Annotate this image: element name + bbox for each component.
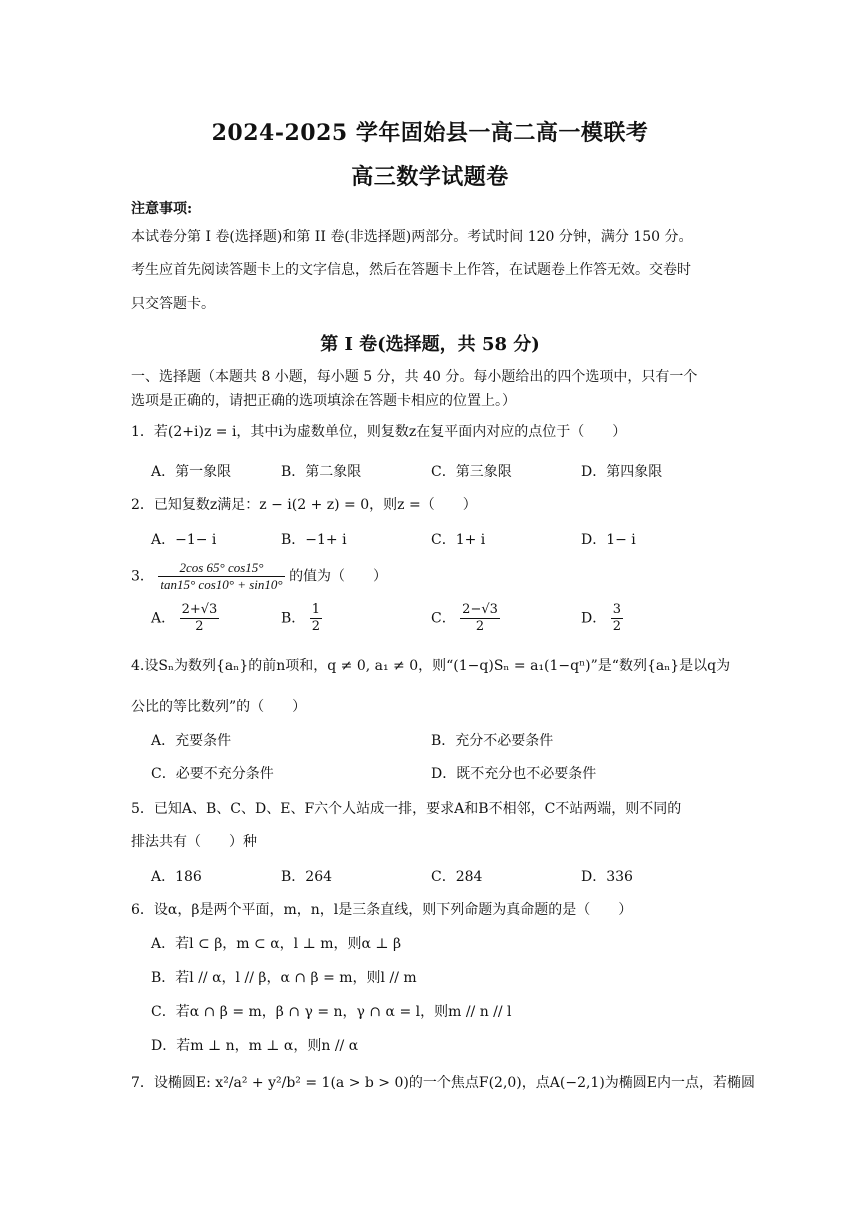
question-2-stem: 2．已知复数z满足：z − i(2 + z) = 0，则z =（ ） <box>131 497 477 513</box>
q4-option-d: D．既不充分也不必要条件 <box>431 766 597 782</box>
q3-numerator: 2cos 65° cos15° <box>158 560 284 577</box>
q3-option-c-label: C． <box>431 610 456 627</box>
notice-heading: 注意事项: <box>131 201 193 217</box>
q1-option-d: D．第四象限 <box>581 464 663 480</box>
q5-option-d: D．336 <box>581 869 633 885</box>
q6-option-a: A．若l ⊂ β，m ⊂ α，l ⊥ m，则α ⊥ β <box>151 936 402 952</box>
q2-option-b: B．−1+ i <box>281 532 347 548</box>
section-title: 第 I 卷(选择题，共 58 分) <box>320 334 540 355</box>
q5-option-c: C．284 <box>431 869 483 885</box>
q6-option-b: B．若l // α，l // β，α ∩ β = m，则l // m <box>151 970 417 986</box>
q3-d-den: 2 <box>612 619 621 634</box>
question-5-stem-2: 排法共有（ ）种 <box>131 834 257 850</box>
q3-fraction <box>158 560 284 593</box>
section-intro-1: 一、选择题（本题共 8 小题，每小题 5 分，共 40 分。每小题给出的四个选项中，只有一个 <box>131 369 698 385</box>
q6-option-c: C．若α ∩ β = m，β ∩ γ = n，γ ∩ α = l，则m // n // l <box>151 1004 512 1020</box>
exam-subtitle: 高三数学试题卷 <box>351 164 509 190</box>
q4-option-a: A．充要条件 <box>151 733 232 749</box>
q4-option-c: C．必要不充分条件 <box>151 766 274 782</box>
q3-option-c <box>431 602 500 635</box>
q2-option-c: C．1+ i <box>431 532 486 548</box>
q3-number: 3． <box>131 568 154 585</box>
question-4-stem-1: 4.设Sₙ为数列{aₙ}的前n项和，q ≠ 0, a₁ ≠ 0，则“(1−q)Sₙ = a₁(1−qⁿ)”是“数列{aₙ}是以q为 <box>131 658 731 674</box>
q3-b-den: 2 <box>311 619 321 634</box>
notice-line-3: 只交答题卡。 <box>131 296 215 312</box>
q6-option-d: D．若m ⊥ n，m ⊥ α，则n // α <box>151 1038 359 1054</box>
q1-option-c: C．第三象限 <box>431 464 512 480</box>
question-7-stem: 7．设椭圆E: x²/a² + y²/b² = 1(a > b > 0)的一个焦点F(2,0)，点A(−2,1)为椭圆E内一点，若椭圆 <box>131 1075 756 1091</box>
q3-denominator: tan15° cos10° + sin10° <box>160 577 283 592</box>
q5-option-b: B．264 <box>281 869 333 885</box>
q3-option-a-label: A． <box>151 610 176 627</box>
q3-option-d <box>581 602 623 635</box>
q3-option-b <box>281 602 322 635</box>
question-4-stem-2: 公比的等比数列”的（ ） <box>131 699 307 715</box>
q5-option-a: A．186 <box>151 869 202 885</box>
q3-tail: 的值为（ ） <box>289 568 388 585</box>
q3-a-den: 2 <box>195 619 204 634</box>
q3-d-num: 3 <box>612 602 621 617</box>
question-1-stem: 1．若(2+i)z = i，其中i为虚数单位，则复数z在复平面内对应的点位于（ ） <box>131 424 627 440</box>
q2-option-d: D．1− i <box>581 532 636 548</box>
q3-option-a <box>151 602 219 635</box>
question-3-stem <box>131 560 741 593</box>
question-5-stem-1: 5．已知A、B、C、D、E、F六个人站成一排，要求A和B不相邻，C不站两端，则不同的 <box>131 801 682 817</box>
question-6-stem: 6．设α，β是两个平面，m，n，l是三条直线，则下列命题为真命题的是（ ） <box>131 902 633 918</box>
q2-option-a: A．−1− i <box>151 532 217 548</box>
q4-option-b: B．充分不必要条件 <box>431 733 554 749</box>
q1-option-a: A．第一象限 <box>151 464 232 480</box>
q3-option-d-label: D． <box>581 610 607 627</box>
notice-line-1: 本试卷分第 I 卷(选择题)和第 II 卷(非选择题)两部分。考试时间 120 分钟，满分 150 分。 <box>131 229 693 245</box>
q1-option-b: B．第二象限 <box>281 464 362 480</box>
exam-title: 2024-2025 学年固始县一高二高一模联考 <box>211 120 649 146</box>
q3-option-b-label: B． <box>281 610 306 627</box>
q3-a-num: 2+√3 <box>181 602 218 617</box>
q3-c-den: 2 <box>475 619 485 634</box>
section-intro-2: 选项是正确的，请把正确的选项填涂在答题卡相应的位置上。） <box>131 393 516 409</box>
q3-b-num: 1 <box>311 602 321 617</box>
notice-line-2: 考生应首先阅读答题卡上的文字信息，然后在答题卡上作答，在试题卷上作答无效。交卷时 <box>131 262 691 278</box>
q3-c-num: 2−√3 <box>462 602 498 617</box>
